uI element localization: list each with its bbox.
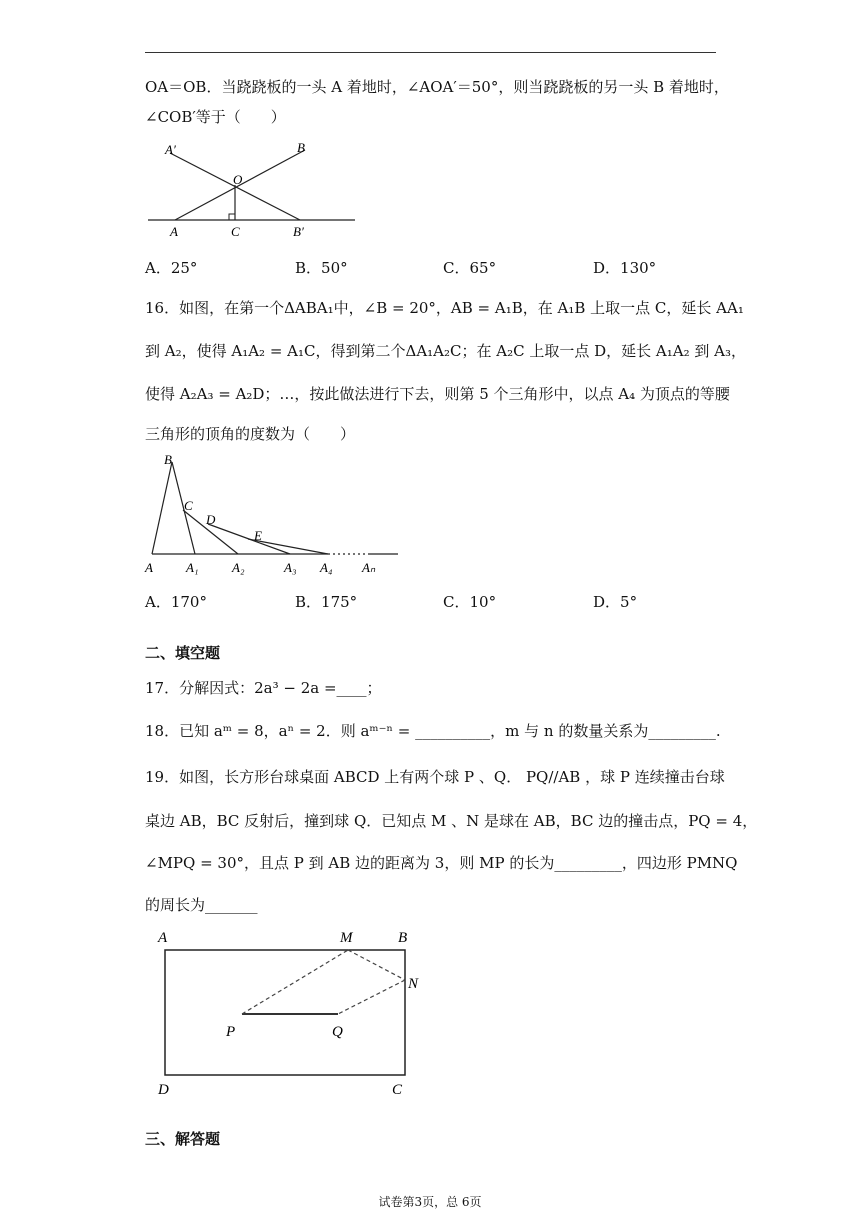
q18-text: 18．已知 aᵐ = 8，aⁿ = 2．则 aᵐ⁻ⁿ = __________，m 与 n 的数量关系为_________. <box>145 722 721 740</box>
q15-label-b: B <box>297 140 305 155</box>
header-rule <box>145 52 716 53</box>
q15-label-a-prime: A′ <box>165 142 176 157</box>
section-answer-heading: 三、解答题 <box>145 1130 221 1148</box>
q16-label-a2: A₂ <box>232 560 245 575</box>
q19-label-b: B <box>398 930 408 946</box>
q16-label-c: C <box>184 498 193 513</box>
q16-line1: 16．如图，在第一个ΔABA₁中，∠B = 20°，AB = A₁B，在 A₁B 上取一点 C，延长 AA₁ <box>145 299 744 317</box>
q19-label-d: D <box>158 1082 169 1098</box>
q19-label-m: M <box>340 930 353 946</box>
q16-line2: 到 A₂，使得 A₁A₂ = A₁C，得到第二个ΔA₁A₂C；在 A₂C 上取一点 D，延长 A₁A₂ 到 A₃， <box>145 342 746 360</box>
q15-figure <box>145 138 360 243</box>
q15-line1: OA＝OB．当跷跷板的一头 A 着地时，∠AOA′＝50°，则当跷跷板的另一头 B 着地时， <box>145 78 729 96</box>
q16-label-a4: A₄ <box>320 560 333 575</box>
q16-line4: 三角形的顶角的度数为（ ） <box>145 425 356 443</box>
q16-label-a1: A₁ <box>186 560 199 575</box>
q19-label-n: N <box>408 976 419 992</box>
q15-label-c: C <box>231 224 240 239</box>
q15-label-a: A <box>170 224 178 239</box>
q16-option-d: D．5° <box>593 593 638 611</box>
page-footer: 试卷第3页，总 6页 <box>378 1195 482 1209</box>
q19-label-p: P <box>226 1024 236 1040</box>
q19-line3: ∠MPQ = 30°，且点 P 到 AB 边的距离为 3，则 MP 的长为_________，四边形 PMNQ <box>145 854 738 872</box>
q16-label-e: E <box>254 528 262 543</box>
q15-option-a: A．25° <box>145 259 198 277</box>
q16-option-c: C．10° <box>443 593 497 611</box>
q16-option-b: B．175° <box>295 593 358 611</box>
q15-option-b: B．50° <box>295 259 348 277</box>
q16-option-a: A．170° <box>145 593 207 611</box>
q19-label-q: Q <box>332 1024 343 1040</box>
q16-label-d: D <box>206 512 216 527</box>
q19-figure <box>150 922 440 1102</box>
q15-option-c: C．65° <box>443 259 497 277</box>
q19-line4: 的周长为_______ <box>145 896 258 914</box>
section-fill-in-heading: 二、填空题 <box>145 644 221 662</box>
q15-label-b-prime: B′ <box>293 224 304 239</box>
q15-option-d: D．130° <box>593 259 657 277</box>
q16-line3: 使得 A₂A₃ = A₂D；…，按此做法进行下去，则第 5 个三角形中，以点 A₄ 为顶点的等腰 <box>145 385 730 403</box>
q16-label-a3: A₃ <box>284 560 297 575</box>
q16-figure <box>140 450 405 578</box>
q19-label-a: A <box>158 930 168 946</box>
q19-label-c: C <box>392 1082 403 1098</box>
q15-line2: ∠COB′等于（ ） <box>145 108 286 126</box>
q17-text: 17．分解因式：2a³ − 2a =____； <box>145 679 382 697</box>
q16-label-b: B <box>164 452 172 467</box>
q19-line2: 桌边 AB，BC 反射后，撞到球 Q．已知点 M 、N 是球在 AB，BC 边的撞击点，PQ = 4， <box>145 812 758 830</box>
q15-label-o: O <box>233 172 243 187</box>
q16-label-a: A <box>145 560 153 575</box>
q19-line1: 19．如图，长方形台球桌面 ABCD 上有两个球 P 、Q． PQ//AB ，球 P 连续撞击台球 <box>145 768 725 786</box>
q16-label-an: Aₙ <box>362 560 376 575</box>
